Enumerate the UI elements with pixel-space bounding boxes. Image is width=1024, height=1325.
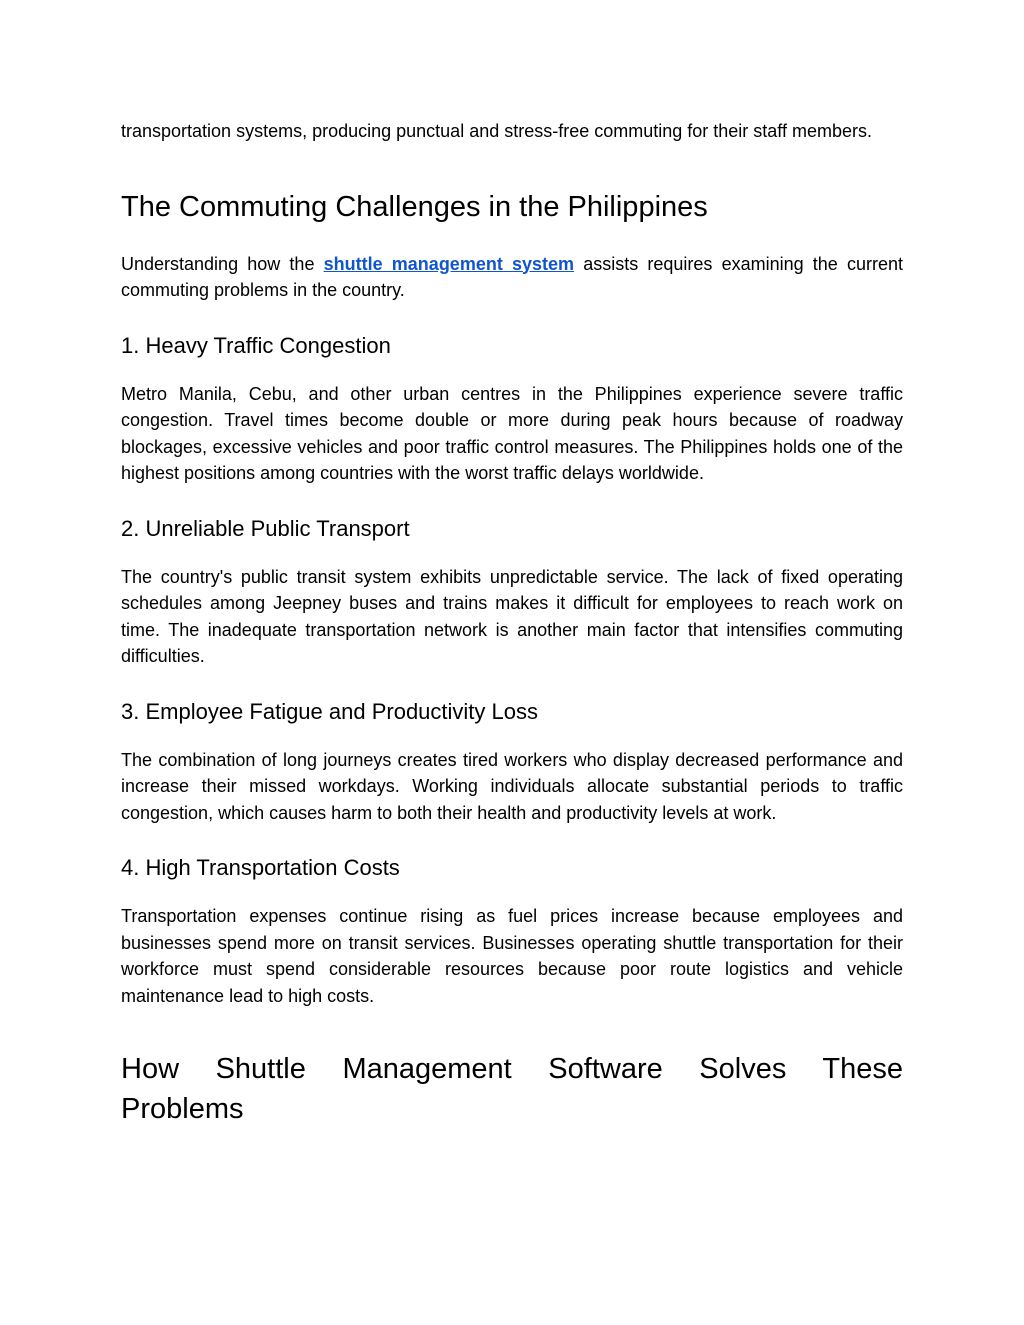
subheading-transportation-costs: 4. High Transportation Costs <box>121 855 400 880</box>
paragraph-unreliable-transport: The country's public transit system exhibits unpredictable service. The lack of fixed operating schedules among Jeepney buses and trains makes it difficult for employees to reach work on time. The inadequate transportation network is another main factor that intensifies commuting difficulties. <box>121 566 903 666</box>
subheading-heavy-traffic: 1. Heavy Traffic Congestion <box>121 332 391 358</box>
intro-paragraph: transportation systems, producing punctual and stress-free commuting for their staff members. <box>121 121 872 141</box>
subheading-employee-fatigue: 3. Employee Fatigue and Productivity Loss <box>121 698 539 724</box>
intro-text-after-link: assists requires examining the current commuting problems in the country. <box>121 253 904 300</box>
paragraph-employee-fatigue: The combination of long journeys creates tired workers who display decreased performance and increase their missed workdays. Working individuals allocate substantial periods to traffic congestion, which causes harm to both their health and productivity levels at work. <box>121 749 903 823</box>
section-heading-line-1: How Shuttle Management Software Solves These <box>121 1053 903 1085</box>
document-page <box>121 118 903 1129</box>
intro-text-before-link: Understanding how the <box>121 253 324 274</box>
shuttle-management-system-link[interactable]: shuttle management system <box>323 253 575 274</box>
subheading-unreliable-transport: 2. Unreliable Public Transport <box>121 515 410 541</box>
section-intro-paragraph <box>121 251 903 304</box>
section-heading-line-2: Problems <box>121 1093 244 1125</box>
section-heading-how-shuttle-software-solves <box>121 1049 903 1129</box>
paragraph-transportation-costs: Transportation expenses continue rising as fuel prices increase because employees and businesses spend more on transit services. Businesses operating shuttle transportation for their workforce must spend considerable resources because poor route logistics and vehicle maintenance lead to high costs. <box>121 906 903 1006</box>
paragraph-heavy-traffic: Metro Manila, Cebu, and other urban centres in the Philippines experience severe traffic congestion. Travel times become double or more during peak hours because of roadway blockages, excessive vehicles and poor traffic control measures. The Philippines holds one of the highest positions among countries with the worst traffic delays worldwide. <box>121 383 903 483</box>
section-heading-commuting-challenges: The Commuting Challenges in the Philippines <box>121 190 708 223</box>
